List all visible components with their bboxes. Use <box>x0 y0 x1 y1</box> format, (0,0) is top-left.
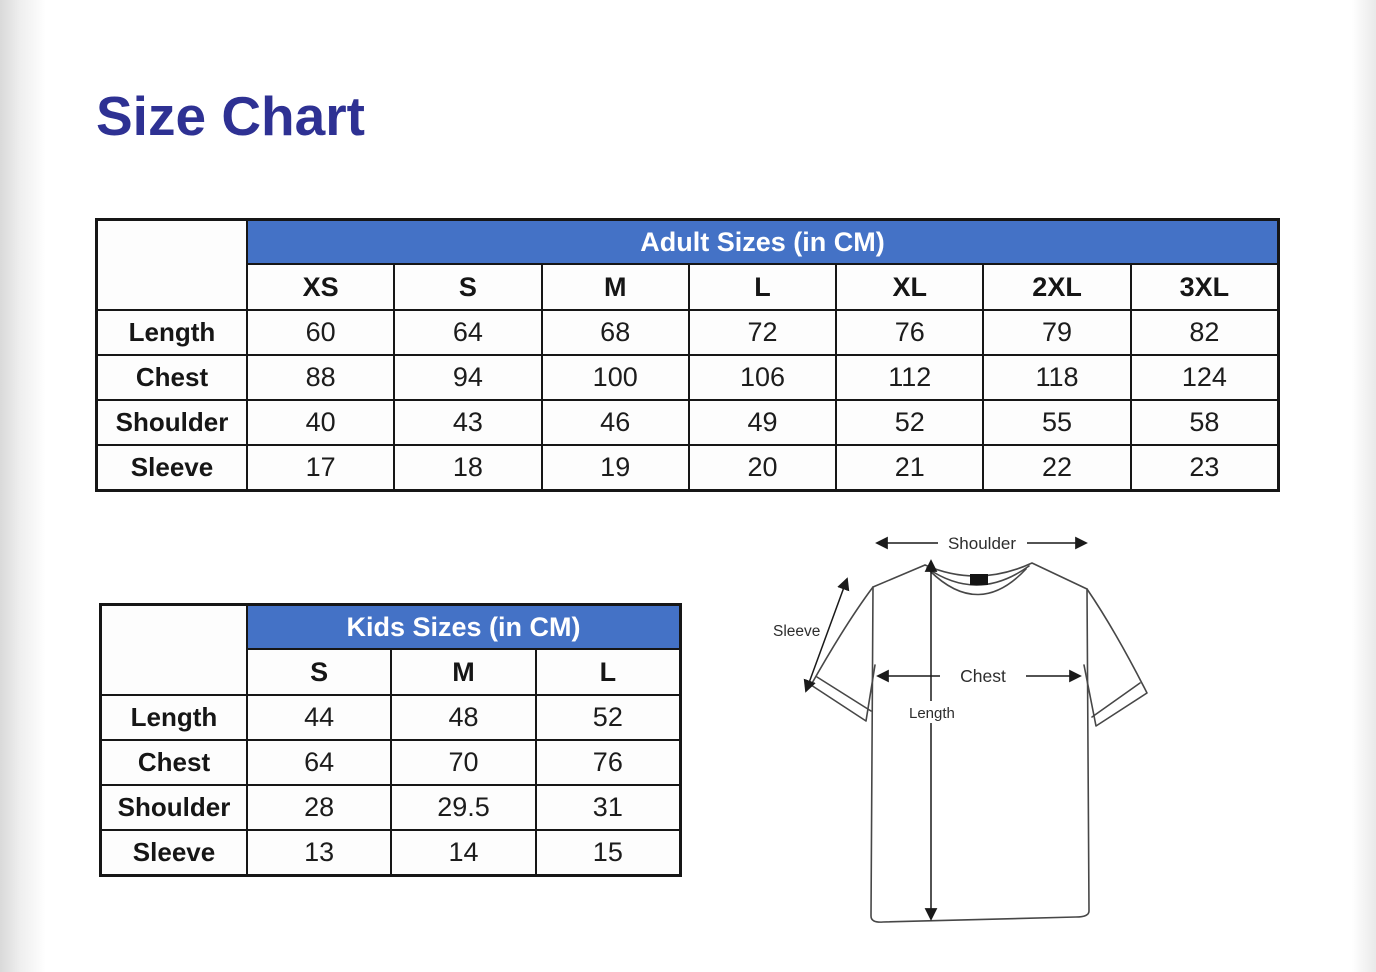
shirt-body-outline <box>871 563 1089 922</box>
shirt-left-sleeve <box>811 587 875 721</box>
size-value-cell: 13 <box>247 830 391 875</box>
adult-table-title: Adult Sizes (in CM) <box>247 220 1278 264</box>
row-label: Sleeve <box>97 445 247 490</box>
size-value-cell: 124 <box>1131 355 1278 400</box>
size-value-cell: 43 <box>394 400 541 445</box>
size-value-cell: 49 <box>689 400 836 445</box>
size-value-cell: 18 <box>394 445 541 490</box>
row-label: Length <box>101 695 247 740</box>
size-value-cell: 79 <box>983 310 1130 355</box>
row-label: Chest <box>101 740 247 785</box>
size-value-cell: 94 <box>394 355 541 400</box>
size-value-cell: 23 <box>1131 445 1278 490</box>
size-value-cell: 14 <box>391 830 535 875</box>
page-title: Size Chart <box>96 85 365 147</box>
size-value-cell: 112 <box>836 355 983 400</box>
kids-table-title: Kids Sizes (in CM) <box>247 605 680 649</box>
tshirt-measurement-diagram <box>760 515 1180 960</box>
size-value-cell: 118 <box>983 355 1130 400</box>
size-value-cell: 100 <box>542 355 689 400</box>
row-label: Length <box>97 310 247 355</box>
size-value-cell: 31 <box>536 785 680 830</box>
size-col-header: 3XL <box>1131 264 1278 310</box>
row-label: Chest <box>97 355 247 400</box>
size-col-header: S <box>394 264 541 310</box>
size-value-cell: 76 <box>836 310 983 355</box>
size-value-cell: 21 <box>836 445 983 490</box>
size-value-cell: 58 <box>1131 400 1278 445</box>
shoulder-measure-label: Shoulder <box>947 534 1017 553</box>
size-value-cell: 64 <box>394 310 541 355</box>
size-value-cell: 70 <box>391 740 535 785</box>
size-value-cell: 44 <box>247 695 391 740</box>
size-col-header: XL <box>836 264 983 310</box>
size-col-header: M <box>391 649 535 695</box>
size-value-cell: 106 <box>689 355 836 400</box>
size-col-header: S <box>247 649 391 695</box>
page-left-shadow <box>0 0 46 972</box>
kids-size-table <box>99 603 682 877</box>
size-col-header: L <box>536 649 680 695</box>
size-value-cell: 46 <box>542 400 689 445</box>
length-measure-label: Length <box>909 705 955 722</box>
size-value-cell: 40 <box>247 400 394 445</box>
size-value-cell: 55 <box>983 400 1130 445</box>
size-value-cell: 52 <box>836 400 983 445</box>
size-col-header: XS <box>247 264 394 310</box>
kids-table-corner-cell <box>101 605 247 695</box>
size-col-header: 2XL <box>983 264 1130 310</box>
adult-table-corner-cell <box>97 220 247 310</box>
size-value-cell: 29.5 <box>391 785 535 830</box>
size-value-cell: 88 <box>247 355 394 400</box>
size-value-cell: 20 <box>689 445 836 490</box>
size-value-cell: 52 <box>536 695 680 740</box>
size-value-cell: 72 <box>689 310 836 355</box>
size-value-cell: 22 <box>983 445 1130 490</box>
size-value-cell: 19 <box>542 445 689 490</box>
size-value-cell: 60 <box>247 310 394 355</box>
size-value-cell: 68 <box>542 310 689 355</box>
size-value-cell: 64 <box>247 740 391 785</box>
row-label: Shoulder <box>97 400 247 445</box>
row-label: Shoulder <box>101 785 247 830</box>
size-value-cell: 17 <box>247 445 394 490</box>
row-label: Sleeve <box>101 830 247 875</box>
size-value-cell: 28 <box>247 785 391 830</box>
sleeve-measure-label: Sleeve <box>773 623 821 640</box>
shirt-right-sleeve <box>1084 589 1147 726</box>
size-value-cell: 82 <box>1131 310 1278 355</box>
size-col-header: L <box>689 264 836 310</box>
adult-size-table <box>95 218 1280 492</box>
shirt-right-cuff-line <box>1092 683 1140 717</box>
size-value-cell: 48 <box>391 695 535 740</box>
shirt-neck-tag <box>970 574 988 585</box>
size-value-cell: 15 <box>536 830 680 875</box>
chest-measure-label: Chest <box>960 666 1006 686</box>
size-col-header: M <box>542 264 689 310</box>
page-right-shadow <box>1352 0 1376 972</box>
size-value-cell: 76 <box>536 740 680 785</box>
